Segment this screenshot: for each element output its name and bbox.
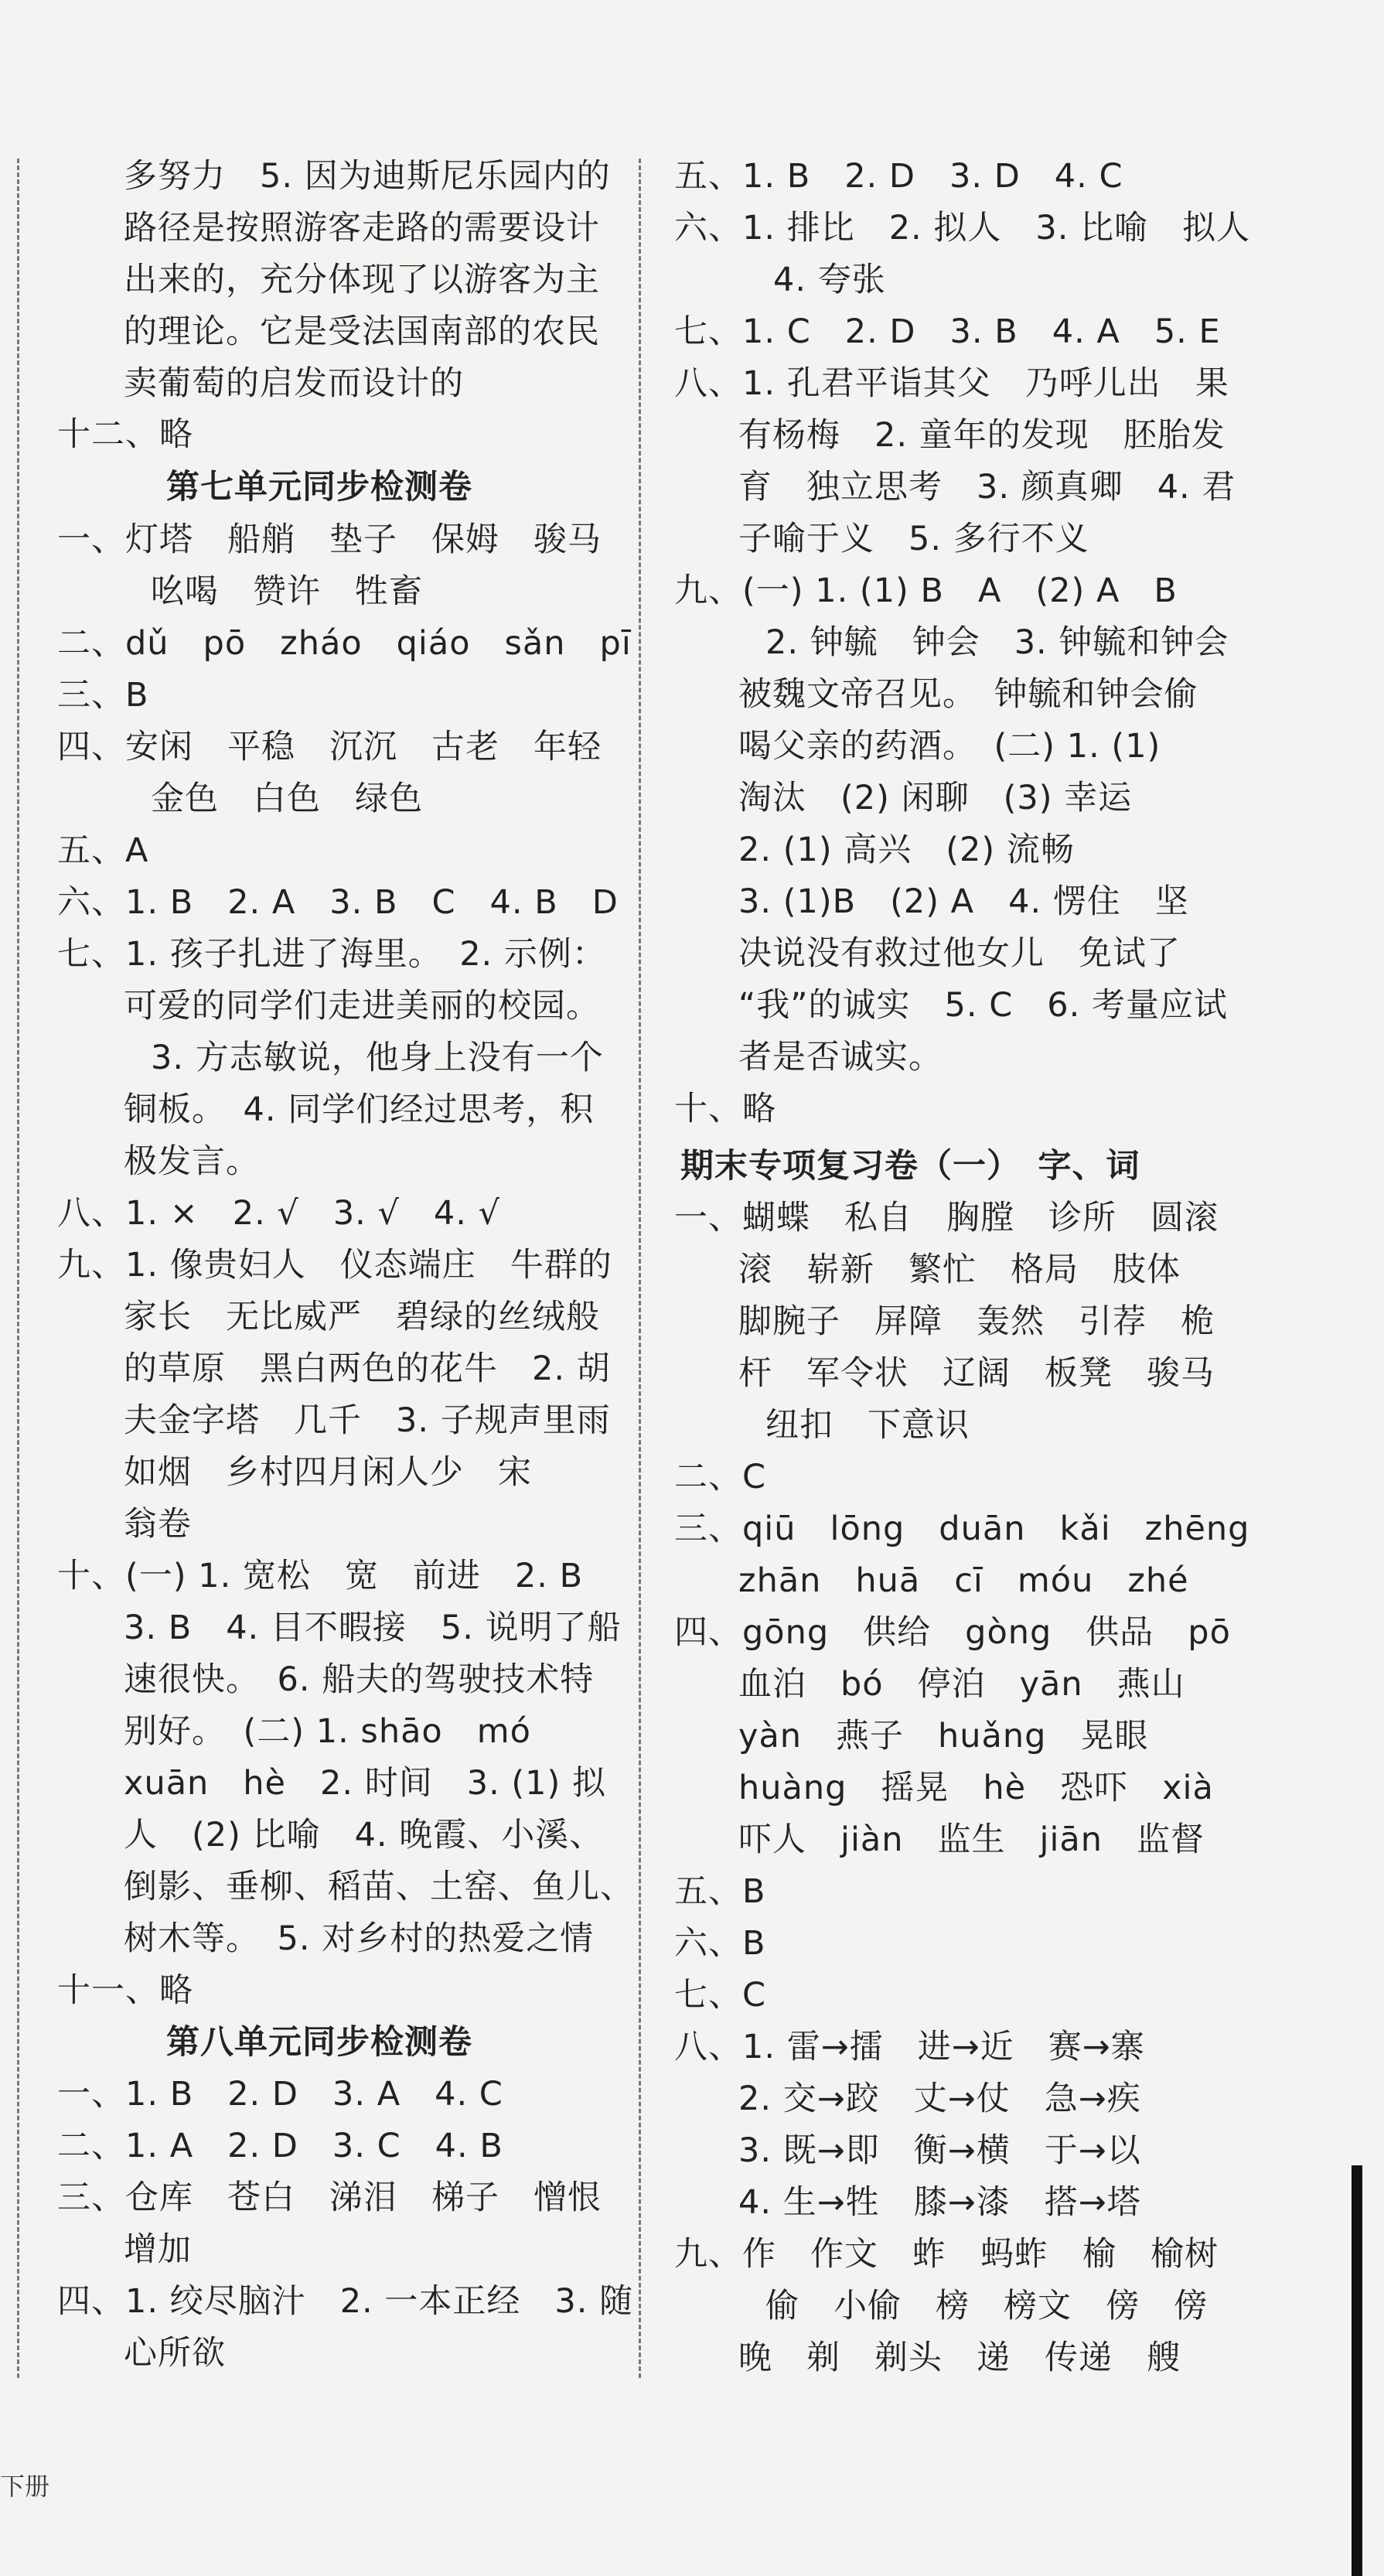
left-answer-line: 四、1. 绞尽脑汁 2. 一本正经 3. 随 <box>57 2282 634 2321</box>
left-answer-line: 速很快。 6. 船夫的驾驶技术特 <box>124 1660 595 1699</box>
left-answer-line: 十、(一) 1. 宽松 宽 前进 2. B <box>57 1557 584 1595</box>
right-answer-line: 杆 军令状 辽阔 板凳 骏马 <box>738 1354 1215 1393</box>
right-answer-line: 被魏文帝召见。 钟毓和钟会偷 <box>738 675 1198 714</box>
left-answer-line: 多努力 5. 因为迪斯尼乐园内的 <box>124 157 611 196</box>
right-answer-line: zhān huā cī móu zhé <box>738 1561 1189 1600</box>
left-answer-line: 一、1. B 2. D 3. A 4. C <box>57 2075 503 2114</box>
right-answer-line: 八、1. 雷→擂 进→近 赛→寨 <box>674 2028 1145 2066</box>
left-margin-divider <box>17 159 19 2378</box>
left-answer-line: 吆喝 赞许 牲畜 <box>151 572 423 611</box>
right-answer-line: 2. 交→跤 丈→仗 急→疾 <box>738 2080 1141 2118</box>
right-answer-line: 七、C <box>674 1976 767 2015</box>
scan-edge-shadow <box>1352 2165 1362 2576</box>
right-answer-line: 五、B <box>674 1872 766 1911</box>
right-answer-line: 偷 小偷 榜 榜文 傍 傍 <box>765 2287 1208 2325</box>
right-answer-line: 二、C <box>674 1458 767 1496</box>
right-answer-line: “我”的诚实 5. C 6. 考量应试 <box>738 986 1228 1025</box>
right-answer-line: 子喻于义 5. 多行不义 <box>738 520 1089 558</box>
left-answer-line: 路径是按照游客走路的需要设计 <box>124 209 600 247</box>
right-answer-line: 八、1. 孔君平诣其父 乃呼儿出 果 <box>674 364 1229 403</box>
left-answer-line: 心所欲 <box>124 2334 226 2373</box>
left-answer-line: 翁卷 <box>124 1505 192 1544</box>
left-answer-line: 极发言。 <box>124 1142 260 1181</box>
left-answer-line: 五、A <box>57 831 149 870</box>
left-answer-line: 倒影、垂柳、稻苗、土窑、鱼儿、 <box>124 1868 634 1906</box>
left-answer-line: 金色 白色 绿色 <box>151 780 423 818</box>
right-answer-line: 育 独立思考 3. 颜真卿 4. 君 <box>738 468 1236 507</box>
left-answer-line: 三、仓库 苍白 涕泪 梯子 憎恨 <box>57 2179 602 2217</box>
left-answer-line: 3. 方志敏说，他身上没有一个 <box>151 1039 604 1077</box>
left-answer-line: 的理论。它是受法国南部的农民 <box>124 312 600 351</box>
right-answer-line: 滚 崭新 繁忙 格局 肢体 <box>738 1250 1181 1289</box>
right-answer-line: 七、1. C 2. D 3. B 4. A 5. E <box>674 312 1221 351</box>
right-answer-line: 4. 夸张 <box>773 261 886 299</box>
left-answer-line: 六、1. B 2. A 3. B C 4. B D <box>57 883 619 922</box>
left-answer-line: 十二、略 <box>57 415 193 454</box>
right-answer-line: 四、gōng 供给 gòng 供品 pō <box>674 1613 1231 1652</box>
left-section-heading: 第七单元同步检测卷 <box>166 468 472 507</box>
right-answer-line: 3. (1)B (2) A 4. 愣住 坚 <box>738 882 1189 921</box>
left-answer-line: 铜板。 4. 同学们经过思考，积 <box>124 1090 595 1129</box>
left-answer-line: 出来的，充分体现了以游客为主 <box>124 261 600 299</box>
right-answer-line: 3. 既→即 衡→横 于→以 <box>738 2131 1141 2170</box>
right-answer-line: 九、作 作文 蚱 蚂蚱 榆 榆树 <box>674 2235 1219 2274</box>
left-answer-line: 的草原 黑白两色的花牛 2. 胡 <box>124 1349 611 1388</box>
right-answer-line: 血泊 bó 停泊 yān 燕山 <box>738 1665 1185 1704</box>
left-answer-line: 七、1. 孩子扎进了海里。 2. 示例： <box>57 935 606 974</box>
left-answer-line: 一、灯塔 船艄 垫子 保姆 骏马 <box>57 520 602 559</box>
left-answer-line: 夫金字塔 几千 3. 子规声里雨 <box>124 1401 611 1440</box>
left-answer-line: 别好。 (二) 1. shāo mó <box>124 1712 531 1751</box>
right-answer-line: 五、1. B 2. D 3. D 4. C <box>674 157 1123 196</box>
left-section-heading: 第八单元同步检测卷 <box>166 2023 472 2062</box>
right-answer-line: 4. 生→牲 膝→漆 搭→塔 <box>738 2183 1141 2222</box>
right-answer-line: 淘汰 (2) 闲聊 (3) 幸运 <box>738 779 1133 817</box>
left-answer-line: 可爱的同学们走进美丽的校园。 <box>124 987 600 1025</box>
right-answer-line: 吓人 jiàn 监生 jiān 监督 <box>738 1820 1205 1859</box>
right-answer-line: 九、(一) 1. (1) B A (2) A B <box>674 571 1178 610</box>
left-answer-line: 三、B <box>57 676 149 715</box>
left-answer-line: 增加 <box>124 2230 192 2269</box>
left-answer-line: 家长 无比威严 碧绿的丝绒般 <box>124 1298 600 1336</box>
right-answer-line: 决说没有救过他女儿 免试了 <box>738 934 1181 973</box>
left-answer-line: 八、1. × 2. √ 3. √ 4. √ <box>57 1194 501 1233</box>
left-answer-line: 四、安闲 平稳 沉沉 古老 年轻 <box>57 728 602 766</box>
right-answer-line: yàn 燕子 huǎng 晃眼 <box>738 1717 1149 1755</box>
left-answer-line: 卖葡萄的启发而设计的 <box>124 364 464 403</box>
left-answer-line: 树木等。 5. 对乡村的热爱之情 <box>124 1919 595 1958</box>
left-answer-line: 九、1. 像贵妇人 仪态端庄 牛群的 <box>57 1246 612 1285</box>
column-divider <box>639 159 641 2378</box>
right-answer-line: 脚腕子 屏障 轰然 引荐 桅 <box>738 1302 1215 1341</box>
left-answer-line: 如烟 乡村四月闲人少 宋 <box>124 1453 532 1492</box>
right-answer-line: 纽扣 下意识 <box>765 1406 970 1445</box>
right-answer-line: 三、qiū lōng duān kǎi zhēng <box>674 1510 1250 1548</box>
left-answer-line: 二、1. A 2. D 3. C 4. B <box>57 2127 503 2165</box>
right-answer-line: 有杨梅 2. 童年的发现 胚胎发 <box>738 416 1225 455</box>
right-answer-line: 者是否诚实。 <box>738 1038 943 1076</box>
right-section-heading: 期末专项复习卷（一） 字、词 <box>680 1147 1140 1186</box>
right-answer-line: 2. 钟毓 钟会 3. 钟毓和钟会 <box>765 623 1229 662</box>
right-answer-line: 六、1. 排比 2. 拟人 3. 比喻 拟人 <box>674 209 1251 247</box>
right-answer-line: 2. (1) 高兴 (2) 流畅 <box>738 831 1075 869</box>
left-answer-line: 3. B 4. 目不暇接 5. 说明了船 <box>124 1609 622 1647</box>
footer-volume-label: 下册 <box>0 2472 50 2501</box>
right-answer-line: 六、B <box>674 1924 766 1963</box>
right-answer-line: huàng 摇晃 hè 恐吓 xià <box>738 1769 1214 1807</box>
left-answer-line: 人 (2) 比喻 4. 晚霞、小溪、 <box>124 1816 604 1854</box>
right-answer-line: 一、蝴蝶 私自 胸膛 诊所 圆滚 <box>674 1199 1219 1237</box>
right-answer-line: 晚 剃 剃头 递 传递 艘 <box>738 2339 1181 2377</box>
left-answer-line: 十一、略 <box>57 1971 193 2010</box>
right-answer-line: 十、略 <box>674 1090 776 1128</box>
right-answer-line: 喝父亲的药酒。 (二) 1. (1) <box>738 727 1161 766</box>
left-answer-line: xuān hè 2. 时间 3. (1) 拟 <box>124 1764 606 1803</box>
left-answer-line: 二、dǔ pō zháo qiáo sǎn pī <box>57 624 632 663</box>
